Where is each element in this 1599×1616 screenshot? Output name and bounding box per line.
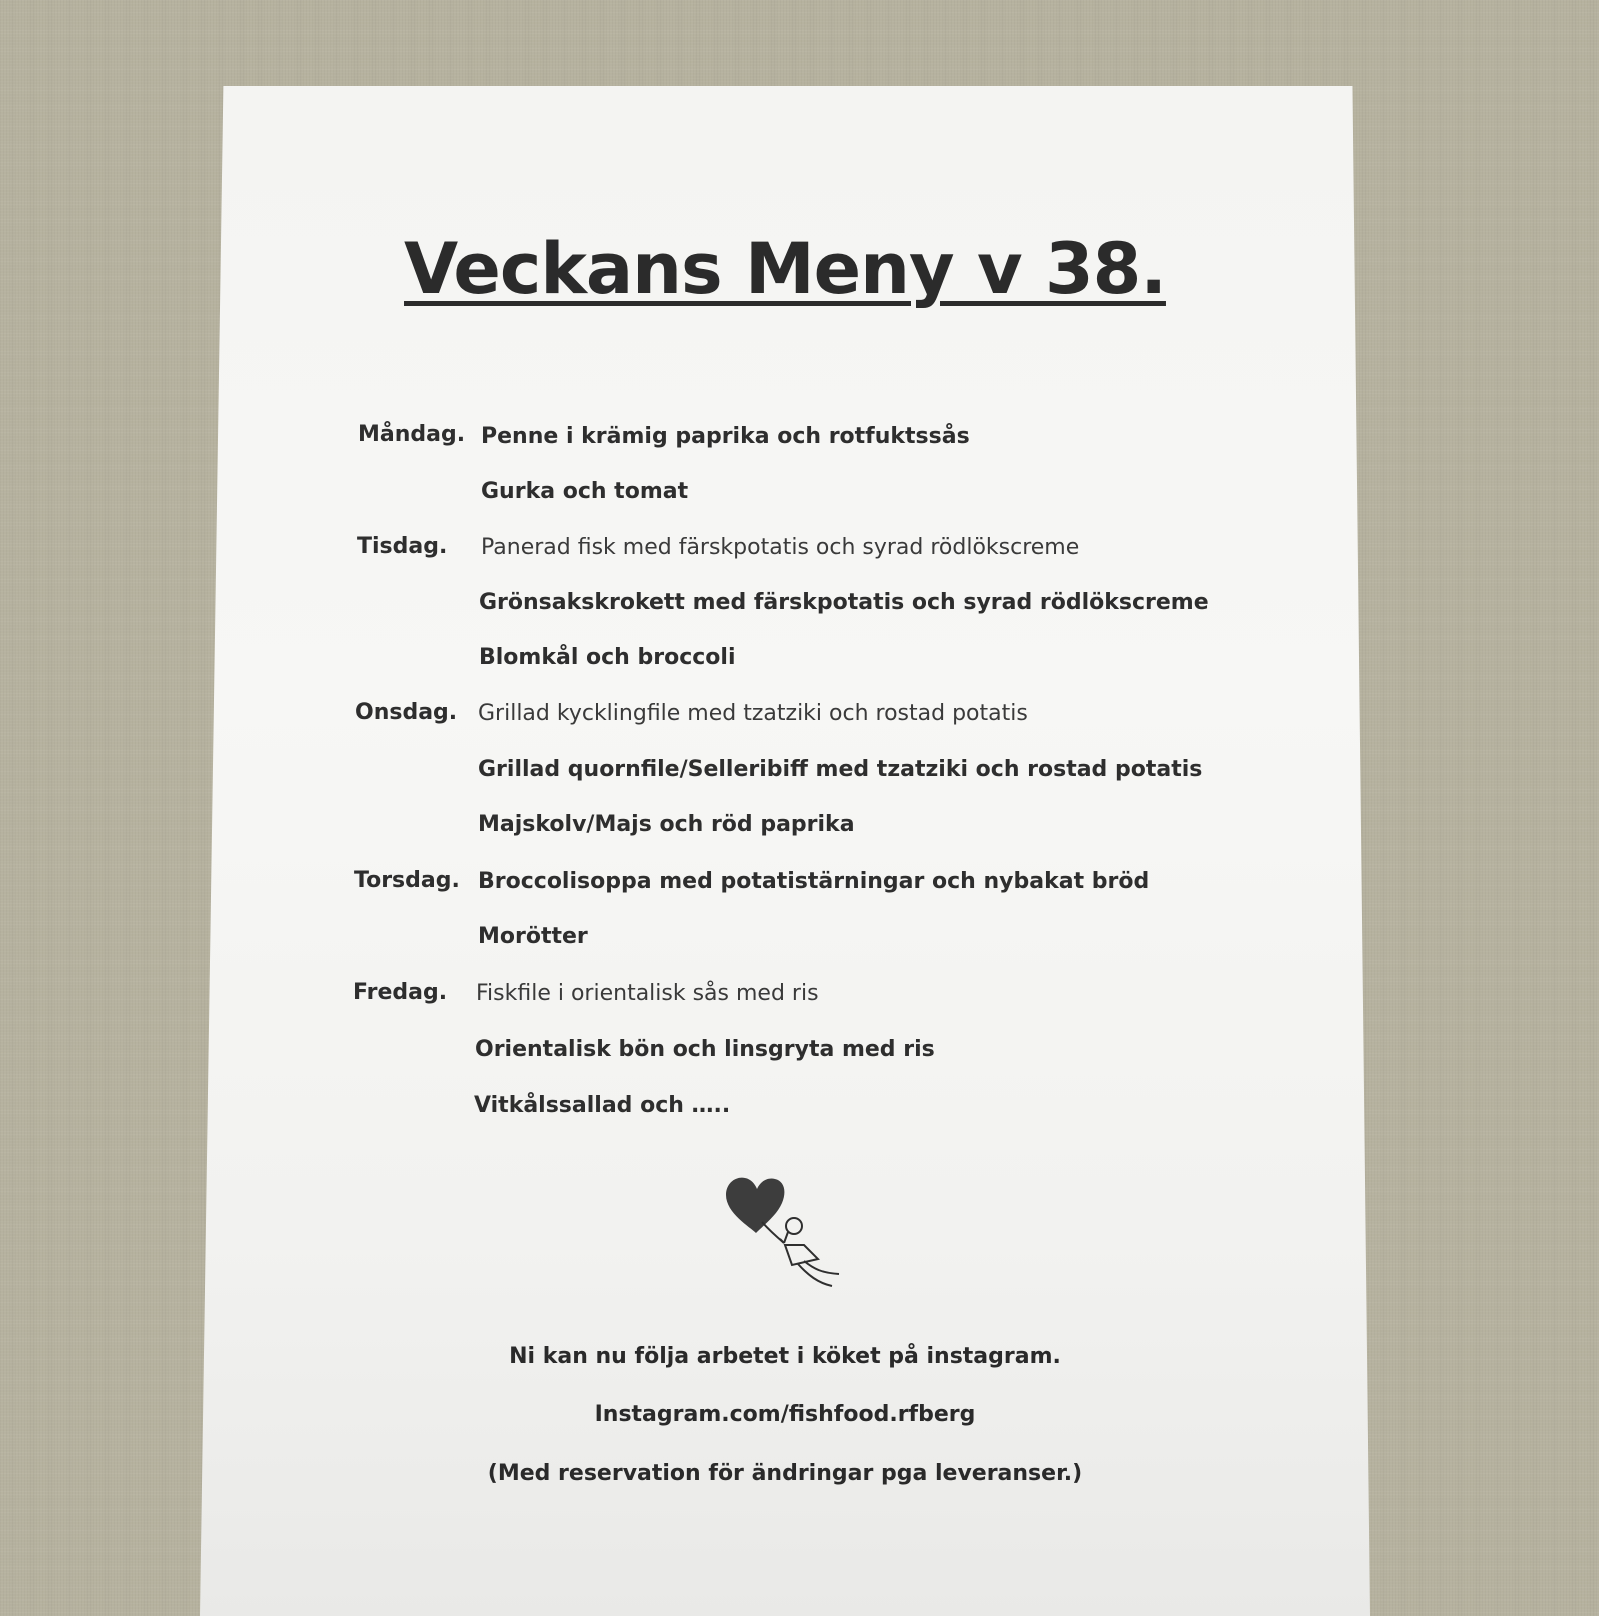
day-label-tuesday: Tisdag. xyxy=(357,534,448,559)
day-label-friday: Fredag. xyxy=(353,980,448,1005)
menu-item: Broccolisoppa med potatistärningar och nybakat bröd xyxy=(478,869,1150,894)
menu-item: Grönsakskrokett med färskpotatis och syrad rödlökscreme xyxy=(479,590,1209,615)
menu-item: Grillad kycklingfile med tzatziki och rostad potatis xyxy=(478,701,1028,726)
instagram-url: Instagram.com/fishfood.rfberg xyxy=(594,1402,976,1427)
menu-title xyxy=(0,228,1570,310)
heart-balloon-figure-icon xyxy=(722,1173,847,1293)
disclaimer: (Med reservation för ändringar pga leveranser.) xyxy=(487,1461,1083,1486)
menu-item: Orientalisk bön och linsgryta med ris xyxy=(475,1037,935,1062)
menu-title-text: Veckans Meny v 38. xyxy=(404,228,1166,310)
menu-item: Penne i krämig paprika och rotfuktssås xyxy=(481,424,970,449)
menu-item: Majskolv/Majs och röd paprika xyxy=(478,812,855,837)
day-label-thursday: Torsdag. xyxy=(354,868,460,893)
menu-item: Blomkål och broccoli xyxy=(479,645,736,670)
menu-item: Fiskfile i orientalisk sås med ris xyxy=(476,981,819,1006)
menu-item: Gurka och tomat xyxy=(481,479,689,504)
day-label-monday: Måndag. xyxy=(358,422,466,447)
instagram-note: Ni kan nu följa arbetet i köket på instagram. xyxy=(509,1344,1061,1369)
paper-sheet xyxy=(200,86,1370,1616)
menu-item: Grillad quornfile/Selleribiff med tzatziki och rostad potatis xyxy=(478,757,1203,782)
menu-item: Morötter xyxy=(478,924,588,949)
day-label-wednesday: Onsdag. xyxy=(355,700,458,725)
menu-item: Vitkålssallad och ….. xyxy=(474,1093,731,1118)
menu-item: Panerad fisk med färskpotatis och syrad rödlökscreme xyxy=(481,535,1080,560)
